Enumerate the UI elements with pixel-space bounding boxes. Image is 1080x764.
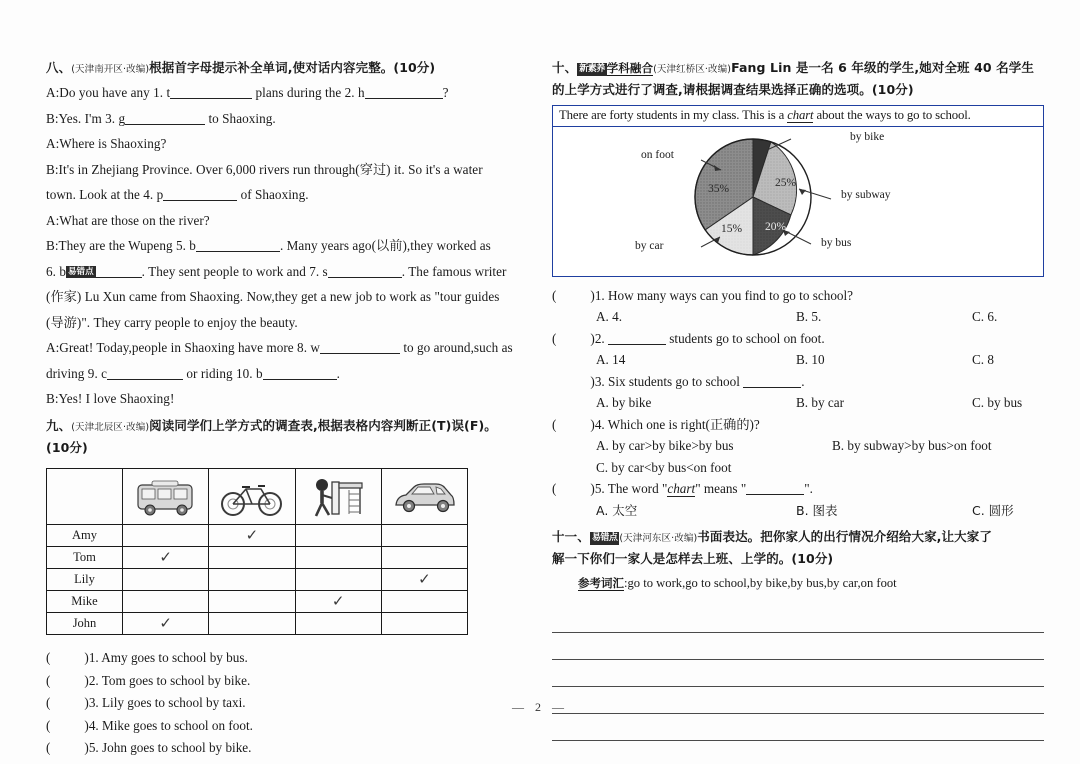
caption-word-chart: chart xyxy=(787,107,814,122)
pie-value-by-car: 15% xyxy=(721,222,743,235)
bus-icon xyxy=(130,475,202,519)
blank-3-hint[interactable]: 3. g xyxy=(105,110,126,126)
blank-1[interactable] xyxy=(170,85,252,99)
caption-text-a: There are forty students in my class. This is a xyxy=(559,107,788,122)
blank-7-hint[interactable]: 7. s xyxy=(309,263,328,279)
dialog-text: . They sent people to work and xyxy=(141,263,310,279)
error-prone-tag: 易错点 xyxy=(591,533,618,543)
option-4a[interactable]: A. by car>by bike>by bus xyxy=(596,438,734,453)
left-column xyxy=(46,58,538,760)
interdisciplinary-tag: 学科融合 xyxy=(606,61,654,75)
option-2b[interactable]: B. 10 xyxy=(796,352,825,367)
section-10-heading xyxy=(552,58,1044,78)
section-11-heading xyxy=(552,527,1044,547)
blank-4[interactable] xyxy=(163,187,237,201)
chart-caption xyxy=(553,106,1043,127)
cell-tom-bike[interactable] xyxy=(209,547,295,569)
student-name: Amy xyxy=(47,525,123,547)
section-8-region: (天津南开区·改编) xyxy=(71,64,150,75)
option-3c[interactable]: C. by bus xyxy=(972,395,1023,410)
option-4c[interactable]: C. by car<by bus<on foot xyxy=(596,459,732,475)
table-row xyxy=(47,613,468,635)
section-10-number: 十、 xyxy=(552,60,578,75)
dialog-text: A:Great! Today,people in Shaoxing have more xyxy=(46,340,298,356)
option-5c[interactable]: C. 圆形 xyxy=(972,502,1014,518)
blank-9-hint[interactable]: 9. c xyxy=(87,365,108,381)
tf-text: 1. Amy goes to school by bus. xyxy=(88,650,248,666)
dialog-text: ? xyxy=(442,85,449,101)
options-row-4a xyxy=(552,435,1044,457)
blank-7[interactable] xyxy=(328,264,402,278)
dialog-line-9: (作家) Lu Xun came from Shaoxing. Now,they get a new job to work as "tour guides xyxy=(46,289,500,305)
dialog-text: . The famous writer xyxy=(401,263,507,279)
section-8-title: 根据首字母提示补全单词,使对话内容完整。 xyxy=(149,60,394,75)
section-10-region: (天津红桥区·改编) xyxy=(653,64,732,75)
question-text: 3. Six students go to school xyxy=(594,373,744,389)
cell-tom-car[interactable] xyxy=(381,547,467,569)
cell-tom-bus[interactable] xyxy=(123,547,209,569)
pie-value-by-subway: 25% xyxy=(775,176,797,189)
options-row-4b xyxy=(552,457,1044,479)
caption-text-b: about the ways to go to school. xyxy=(813,107,971,122)
question-4: ( )4. Which one is right(正确的)? xyxy=(552,416,760,432)
option-5a[interactable]: A. 太空 xyxy=(596,502,638,518)
section-10-heading-line2 xyxy=(552,80,1044,100)
dialog-line-13: B:Yes! I love Shaoxing! xyxy=(46,391,175,407)
question-1: ( )1. How many ways can you find to go to school? xyxy=(552,287,854,303)
check-mark: ✓ xyxy=(418,569,431,588)
blank-5-hint[interactable]: 5. b xyxy=(175,238,196,254)
cell-john-bike[interactable] xyxy=(209,613,295,635)
car-icon xyxy=(388,475,460,519)
section-11-title-b: 解一下你们一家人是怎样去上班、上学的。 xyxy=(552,551,792,567)
student-name: Tom xyxy=(47,547,123,569)
student-name: John xyxy=(47,613,123,635)
tf-text: 2. Tom goes to school by bike. xyxy=(88,672,251,688)
header-cell-bike xyxy=(209,469,295,525)
pie-label-on-foot: on foot xyxy=(641,148,674,161)
check-mark: ✓ xyxy=(159,613,172,632)
cell-tom-walk[interactable] xyxy=(295,547,381,569)
dialog-text: driving xyxy=(46,365,88,381)
pie-value-on-foot: 35% xyxy=(708,182,730,195)
blank-5[interactable] xyxy=(196,238,280,252)
dialog-line-8 xyxy=(46,259,538,285)
dialog-text: plans during the xyxy=(252,85,345,101)
pie-label-by-car: by car xyxy=(635,239,664,252)
question-2: ( )2. students go to school on foot. xyxy=(552,330,825,346)
table-row xyxy=(47,525,468,547)
section-8-points: (10分) xyxy=(393,60,436,75)
vocabulary-label: 参考词汇 xyxy=(578,575,624,590)
bike-icon xyxy=(216,475,288,519)
walk-icon xyxy=(302,474,374,520)
question-text: students go to school on foot. xyxy=(666,330,825,346)
section-9-title: 阅读同学们上学方式的调查表,根据表格内容判断正(T)误(F)。 xyxy=(149,417,497,433)
cell-lily-bus[interactable] xyxy=(123,569,209,591)
pie-label-by-bike: by bike xyxy=(850,130,885,143)
cell-amy-bike[interactable] xyxy=(209,525,295,547)
list-item: ( )1. Amy goes to school by bus. xyxy=(46,650,248,666)
blank-8-hint[interactable]: 8. w xyxy=(297,340,320,356)
section-10-title-a: Fang Lin 是一名 6 年级的学生,她对全班 40 名学生 xyxy=(731,60,1034,75)
table-header-row xyxy=(47,469,468,525)
section-11-heading-line2 xyxy=(552,549,1044,569)
vocabulary-words: :go to work,go to school,by bike,by bus,by car,on foot xyxy=(624,575,897,590)
write-line[interactable] xyxy=(552,741,1044,764)
pie-value-by-bus: 20% xyxy=(765,220,787,233)
list-item: ( )4. Mike goes to school on foot. xyxy=(46,717,253,733)
chart-container xyxy=(552,105,1044,277)
table-row xyxy=(47,547,468,569)
dialog-text: A:Do you have any xyxy=(46,85,154,101)
section-11-number: 十一、 xyxy=(552,529,590,544)
cell-lily-walk[interactable] xyxy=(295,569,381,591)
right-column xyxy=(552,58,1044,764)
option-5b[interactable]: B. 图表 xyxy=(796,502,838,518)
dialog-text: town. Look at the xyxy=(46,187,144,203)
dialog-line-10: (导游)". They carry people to enjoy the beauty. xyxy=(46,314,298,330)
blank-9[interactable] xyxy=(107,366,183,380)
question-3: )3. Six students go to school . xyxy=(590,373,805,389)
blank-2[interactable] xyxy=(365,85,443,99)
options-row-2 xyxy=(552,349,1044,371)
pie-chart-area xyxy=(553,127,1043,267)
cell-amy-walk[interactable] xyxy=(295,525,381,547)
write-line[interactable] xyxy=(552,633,1044,660)
dialog-line-5 xyxy=(46,182,538,208)
blank-8[interactable] xyxy=(320,340,400,354)
section-8-heading xyxy=(46,58,538,78)
options-row-3 xyxy=(552,392,1044,414)
cell-mike-walk[interactable] xyxy=(295,591,381,613)
cell-lily-car[interactable] xyxy=(381,569,467,591)
blank-1-hint[interactable]: 1. t xyxy=(153,85,171,101)
question-text: 1. How many ways can you find to go to school? xyxy=(594,287,854,303)
section-10-title-b: 的上学方式进行了调查,请根据调查结果选择正确的选项。 xyxy=(552,82,872,98)
writing-answer-area[interactable] xyxy=(552,606,1044,764)
dialog-text: B:They are the Wupeng xyxy=(46,238,176,254)
dialog-text: to go around,such as xyxy=(399,340,513,356)
question-text: 5. The word " xyxy=(594,481,668,496)
option-1b[interactable]: B. 5. xyxy=(796,309,822,324)
cell-john-walk[interactable] xyxy=(295,613,381,635)
cell-amy-car[interactable] xyxy=(381,525,467,547)
dialog-line-2 xyxy=(46,106,538,132)
question-5-word: chart xyxy=(667,481,696,496)
options-row-1 xyxy=(552,306,1044,328)
vocabulary-hint xyxy=(552,572,1044,594)
list-item: ( )5. John goes to school by bike. xyxy=(46,740,252,756)
header-cell-bus xyxy=(123,469,209,525)
multiple-choice-list xyxy=(552,285,1044,522)
dialog-text: to Shaoxing. xyxy=(205,110,276,126)
section-9-points: (10分) xyxy=(46,440,88,455)
section-11-points: (10分) xyxy=(791,551,834,567)
table-row xyxy=(47,591,468,613)
student-name: Mike xyxy=(47,591,123,613)
check-mark: ✓ xyxy=(159,547,172,566)
cell-john-bus[interactable] xyxy=(123,613,209,635)
question-text: 4. Which one is right(正确的)? xyxy=(594,416,760,432)
section-11-title-a: 书面表达。把你家人的出行情况介绍给大家,让大家了 xyxy=(697,529,992,544)
check-mark: ✓ xyxy=(331,591,345,610)
cell-lily-bike[interactable] xyxy=(209,569,295,591)
blank-10[interactable] xyxy=(263,366,337,380)
pie-label-by-bus: by bus xyxy=(821,236,852,249)
list-item: ( )2. Tom goes to school by bike. xyxy=(46,672,251,688)
section-10-points: (10分) xyxy=(871,82,914,98)
option-1c[interactable]: C. 6. xyxy=(972,309,998,324)
write-line[interactable] xyxy=(552,660,1044,687)
option-3b[interactable]: B. by car xyxy=(796,395,844,410)
option-3a[interactable]: A. by bike xyxy=(596,395,652,410)
dialog-text: of Shaoxing. xyxy=(237,187,309,203)
question-2-blank[interactable] xyxy=(608,332,666,345)
question-text: ". xyxy=(804,481,813,496)
dialog-text: . xyxy=(336,365,340,381)
blank-2-hint[interactable]: 2. h xyxy=(344,85,365,101)
student-name: Lily xyxy=(47,569,123,591)
header-cell-walk xyxy=(295,469,381,525)
cell-amy-bus[interactable] xyxy=(123,525,209,547)
question-text: 2. xyxy=(594,330,608,346)
pie-label-by-subway: by subway xyxy=(841,188,891,201)
section-11-region: (天津河东区·改编) xyxy=(619,533,698,544)
dialog-line-7 xyxy=(46,233,538,259)
option-4b[interactable]: B. by subway>by bus>on foot xyxy=(832,438,992,453)
section-8-number: 八、 xyxy=(46,60,72,75)
question-3-blank[interactable] xyxy=(743,375,801,388)
write-line[interactable] xyxy=(552,606,1044,633)
table-corner-cell xyxy=(47,469,123,525)
dialog-text: . Many years ago(以前),they worked as xyxy=(279,238,491,254)
dialog-line-6: A:What are those on the river? xyxy=(46,212,210,228)
list-item: ( )3. Lily goes to school by taxi. xyxy=(46,695,246,711)
check-mark: ✓ xyxy=(245,525,259,544)
dialog-line-1 xyxy=(46,80,538,106)
dialog-line-4: B:It's in Zhejiang Province. Over 6,000 rivers run through(穿过) it. So it's a water xyxy=(46,161,483,177)
options-row-5 xyxy=(552,500,1044,522)
page-number: — 2 — xyxy=(512,700,568,714)
write-line[interactable] xyxy=(552,714,1044,741)
blank-6[interactable] xyxy=(96,264,142,278)
page-footer xyxy=(0,700,1080,715)
blank-6-hint[interactable]: 6. b xyxy=(46,263,66,279)
option-2a[interactable]: A. 14 xyxy=(596,352,626,367)
cell-mike-bike[interactable] xyxy=(209,591,295,613)
question-5-blank[interactable] xyxy=(746,482,804,495)
blank-10-hint[interactable]: 10. b xyxy=(235,365,263,381)
table-row xyxy=(47,569,468,591)
tf-text: 4. Mike goes to school on foot. xyxy=(88,717,253,733)
section-9-number: 九、 xyxy=(46,417,72,433)
pie-chart xyxy=(553,127,1033,267)
option-1a[interactable]: A. 4. xyxy=(596,309,623,324)
question-5: ( )5. The word "chart" means " ". xyxy=(552,481,813,496)
section-9-region: (天津北辰区·改编) xyxy=(71,421,150,433)
error-prone-tag: 易错点 xyxy=(67,266,94,277)
option-2c[interactable]: C. 8 xyxy=(972,352,994,367)
section-9-heading xyxy=(46,416,538,436)
new-literacy-tag: 新素养 xyxy=(579,64,605,74)
dialog-text: or riding xyxy=(183,365,236,381)
blank-3[interactable] xyxy=(125,111,205,125)
dialog-text: B:Yes. I'm xyxy=(46,110,106,126)
dialog-line-3: A:Where is Shaoxing? xyxy=(46,136,167,152)
tf-text: 3. Lily goes to school by taxi. xyxy=(88,695,246,711)
cell-mike-car[interactable] xyxy=(381,591,467,613)
dialog-line-11 xyxy=(46,335,538,361)
cell-john-car[interactable] xyxy=(381,613,467,635)
blank-4-hint[interactable]: 4. p xyxy=(143,187,164,203)
tf-text: 5. John goes to school by bike. xyxy=(88,740,252,756)
question-text: " means " xyxy=(695,481,747,496)
dialog-line-12 xyxy=(46,361,538,387)
cell-mike-bus[interactable] xyxy=(123,591,209,613)
transport-survey-table xyxy=(46,468,468,635)
question-text: . xyxy=(801,373,805,389)
header-cell-car xyxy=(381,469,467,525)
